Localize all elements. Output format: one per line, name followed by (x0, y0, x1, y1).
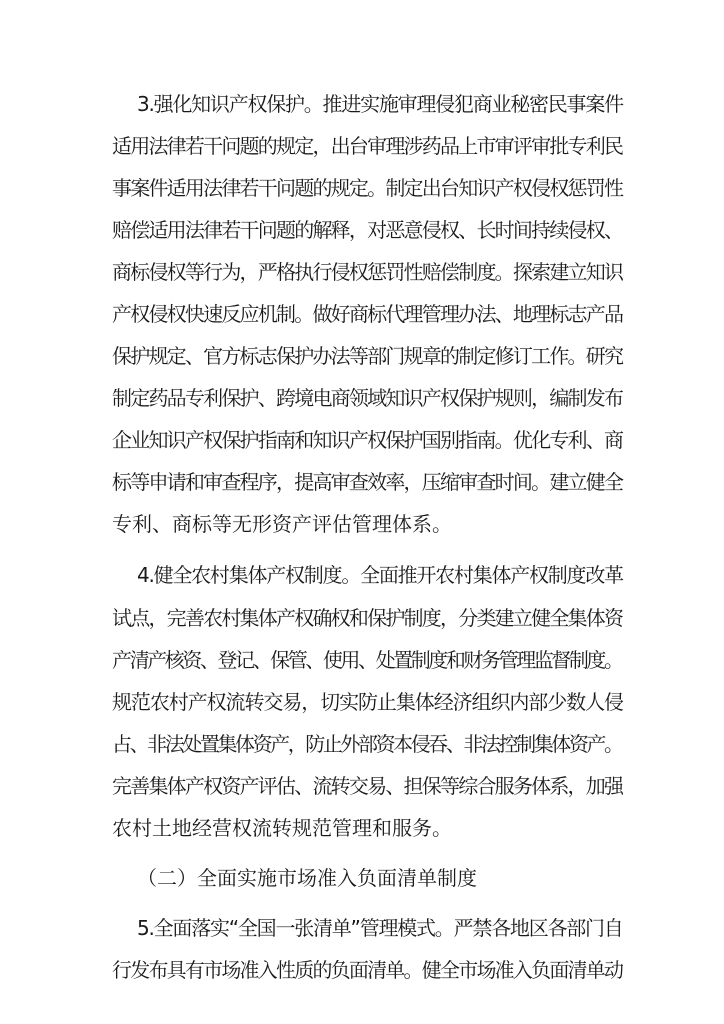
paragraph-3-line-7: 保护规定、官方标志保护办法等部门规章的制定修订工作。研究 (112, 344, 623, 368)
paragraph-4-line-6: 完善集体产权资产评估、流转交易、担保等综合服务体系，加强 (112, 774, 623, 798)
paragraph-5-line-2: 行发布具有市场准入性质的负面清单。健全市场准入负面清单动 (112, 958, 623, 982)
paragraph-3-line-4: 赔偿适用法律若干问题的解释，对恶意侵权、长时间持续侵权、 (112, 218, 623, 242)
paragraph-4-line-3: 产清产核资、登记、保管、使用、处置制度和财务管理监督制度。 (112, 648, 622, 672)
paragraph-3-line-6: 产权侵权快速反应机制。做好商标代理管理办法、地理标志产品 (112, 302, 623, 326)
paragraph-3-line-2: 适用法律若干问题的规定，出台审理涉药品上市审评审批专利民 (112, 134, 623, 158)
paragraph-3-line-1: 3.强化知识产权保护。推进实施审理侵犯商业秘密民事案件 (137, 92, 623, 116)
paragraph-3-line-8: 制定药品专利保护、跨境电商领域知识产权保护规则，编制发布 (112, 386, 623, 410)
paragraph-4-line-4: 规范农村产权流转交易，切实防止集体经济组织内部少数人侵 (112, 690, 623, 714)
section-heading: （二）全面实施市场准入负面清单制度 (137, 866, 477, 890)
paragraph-4-line-1: 4.健全农村集体产权制度。全面推开农村集体产权制度改革 (137, 563, 623, 587)
paragraph-3-line-5: 商标侵权等行为，严格执行侵权惩罚性赔偿制度。探索建立知识 (112, 260, 623, 284)
paragraph-4-line-5: 占、非法处置集体资产，防止外部资本侵吞、非法控制集体资产。 (112, 732, 622, 756)
paragraph-4-line-2: 试点，完善农村集体产权确权和保护制度，分类建立健全集体资 (112, 606, 623, 630)
paragraph-3-line-10: 标等申请和审查程序，提高审查效率，压缩审查时间。建立健全 (112, 470, 623, 494)
paragraph-3-line-9: 企业知识产权保护指南和知识产权保护国别指南。优化专利、商 (112, 428, 623, 452)
paragraph-4-line-7: 农村土地经营权流转规范管理和服务。 (112, 816, 452, 840)
paragraph-3-line-11: 专利、商标等无形资产评估管理体系。 (112, 512, 452, 536)
paragraph-5-line-1: 5.全面落实“全国一张清单”管理模式。严禁各地区各部门自 (137, 916, 623, 940)
paragraph-3-line-3: 事案件适用法律若干问题的规定。制定出台知识产权侵权惩罚性 (112, 176, 623, 200)
